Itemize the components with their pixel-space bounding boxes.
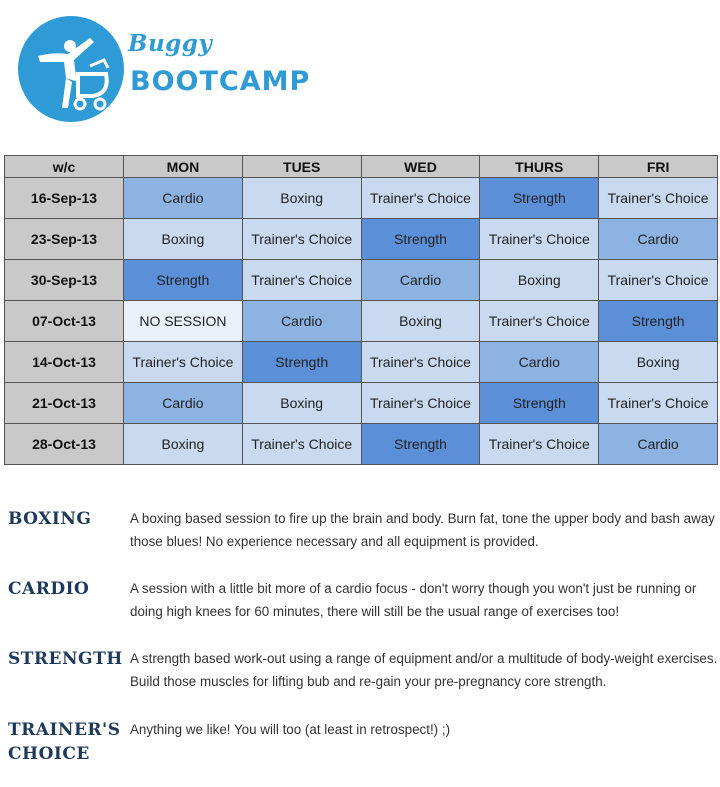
- description-text: A session with a little bit more of a cardio focus - don't worry though you won't just be running or doing high knees for 60 minutes, there will still be the usual range of exercises too!: [130, 581, 697, 619]
- session-cell: Trainer's Choice: [124, 342, 243, 383]
- header-cell-fri: FRI: [599, 156, 718, 178]
- table-row: [5, 424, 718, 465]
- session-cell: Trainer's Choice: [599, 260, 718, 301]
- header-cell-week: w/c: [5, 156, 124, 178]
- header-cell-wed: WED: [361, 156, 480, 178]
- table-row: [5, 342, 718, 383]
- session-cell: Cardio: [124, 178, 243, 219]
- session-cell: Trainer's Choice: [361, 178, 480, 219]
- session-cell: Boxing: [599, 342, 718, 383]
- session-cell: Trainer's Choice: [480, 424, 599, 465]
- week-cell: 21-Oct-13: [5, 383, 124, 424]
- session-cell: Trainer's Choice: [361, 383, 480, 424]
- session-cell: Trainer's Choice: [599, 178, 718, 219]
- header-cell-thurs: THURS: [480, 156, 599, 178]
- description-term: TRAINER'S CHOICE: [8, 720, 121, 764]
- week-cell: 16-Sep-13: [5, 178, 124, 219]
- session-cell: Cardio: [480, 342, 599, 383]
- session-cell: Boxing: [242, 178, 361, 219]
- session-schedule-table: [4, 155, 718, 465]
- week-cell: 28-Oct-13: [5, 424, 124, 465]
- table-header-row: [5, 156, 718, 178]
- description-text: A boxing based session to fire up the brain and body. Burn fat, tone the upper body and bash away those blues! No experience necessary and all equipment is provided.: [130, 511, 715, 549]
- session-cell: Strength: [361, 219, 480, 260]
- session-cell: Cardio: [599, 424, 718, 465]
- session-cell: Boxing: [480, 260, 599, 301]
- session-cell: Boxing: [124, 424, 243, 465]
- session-cell: Strength: [599, 301, 718, 342]
- session-cell: Cardio: [599, 219, 718, 260]
- header-cell-tues: TUES: [242, 156, 361, 178]
- yoga-pram-emblem-icon: [18, 16, 124, 122]
- logo-script-text: Buggy: [128, 30, 213, 57]
- session-cell: Boxing: [124, 219, 243, 260]
- description-term: CARDIO: [8, 579, 90, 599]
- session-cell: Cardio: [242, 301, 361, 342]
- session-cell: Cardio: [361, 260, 480, 301]
- session-cell: Boxing: [361, 301, 480, 342]
- session-cell: Cardio: [124, 383, 243, 424]
- session-cell: Trainer's Choice: [242, 219, 361, 260]
- logo-word-text: BOOTCAMP: [130, 66, 311, 97]
- session-cell: Strength: [480, 178, 599, 219]
- session-cell: Strength: [242, 342, 361, 383]
- session-cell: Trainer's Choice: [242, 424, 361, 465]
- week-cell: 14-Oct-13: [5, 342, 124, 383]
- session-cell: NO SESSION: [124, 301, 243, 342]
- description-text: A strength based work-out using a range of equipment and/or a multitude of body-weight exercises. Build those muscles for lifting bub and re-gain your pre-pregnancy core strength.: [130, 651, 718, 689]
- description-term: STRENGTH: [8, 649, 123, 669]
- buggy-bootcamp-logo: [18, 16, 318, 124]
- session-cell: Boxing: [242, 383, 361, 424]
- session-cell: Trainer's Choice: [242, 260, 361, 301]
- header-cell-mon: MON: [124, 156, 243, 178]
- table-row: [5, 178, 718, 219]
- table-row: [5, 219, 718, 260]
- session-cell: Trainer's Choice: [599, 383, 718, 424]
- session-cell: Strength: [361, 424, 480, 465]
- session-cell: Trainer's Choice: [361, 342, 480, 383]
- table-row: [5, 383, 718, 424]
- session-cell: Trainer's Choice: [480, 301, 599, 342]
- table-row: [5, 301, 718, 342]
- week-cell: 23-Sep-13: [5, 219, 124, 260]
- description-text: Anything we like! You will too (at least in retrospect!) ;): [130, 722, 451, 737]
- description-term: BOXING: [8, 509, 92, 529]
- session-cell: Trainer's Choice: [480, 219, 599, 260]
- table-row: [5, 260, 718, 301]
- week-cell: 30-Sep-13: [5, 260, 124, 301]
- week-cell: 07-Oct-13: [5, 301, 124, 342]
- session-cell: Strength: [480, 383, 599, 424]
- session-cell: Strength: [124, 260, 243, 301]
